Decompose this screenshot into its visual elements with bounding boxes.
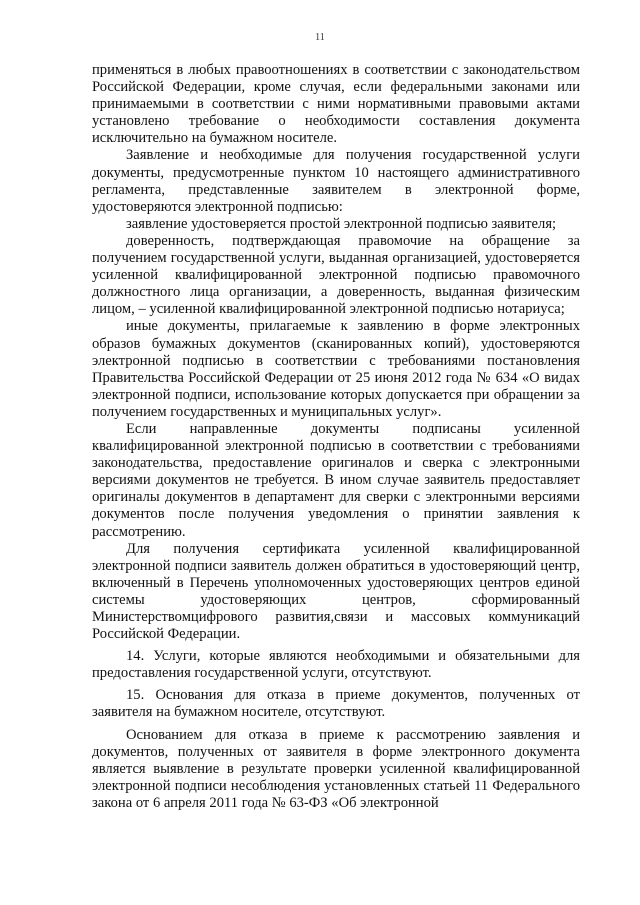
paragraph-7: Для получения сертификата усиленной квалифицированной электронной подписи заявитель должен обратиться в удостоверяющий центр, включенный в Перечень уполномоченных удостоверяющих центров единой системы удостоверяющих центров, сформированный Министерствомцифрового развития,связи и массовых коммуникаций Российской Федерации. [92,540,580,643]
paragraph-4: доверенность, подтверждающая правомочие на обращение за получением государственной услуги, выданная организацией, удостоверяется усиленной квалифицированной электронной подписью правомочного должностного лица организации, а доверенность, выданная физическим лицом, – усиленной квалифицированной электронной подписью нотариуса; [92,232,580,318]
document-body [92,62,580,812]
paragraph-2: Заявление и необходимые для получения государственной услуги документы, предусмотренные пунктом 10 настоящего административного регламента, представленные заявителем в электронной форме, удостоверяются электронной подписью: [92,147,580,215]
paragraph-10: Основанием для отказа в приеме к рассмотрению заявления и документов, полученных от заявителя в форме электронного документа является выявление в результате проверки усиленной квалифицированной электронной подписи несоблюдения установленных статьей 11 Федерального закона от 6 апреля 2011 года № 63-ФЗ «Об электронной [92,726,580,811]
paragraph-6: Если направленные документы подписаны усиленной квалифицированной электронной подписью в соответствии с требованиями законодательства, предоставление оригиналов и сверка с электронными версиями документов не требуется. В ином случае заявитель предоставляет оригиналы документов в департамент для сверки с электронными версиями документов после получения уведомления о принятии заявления к рассмотрению. [92,420,580,540]
paragraph-3: заявление удостоверяется простой электронной подписью заявителя; [126,215,557,232]
paragraph-1: применяться в любых правоотношениях в соответствии с законодательством Российской Федерации, кроме случая, если федеральными законами или принимаемыми в соответствии с ними нормативными правовыми актами установлено требование о необходимости составления документа исключительно на бумажном носителе. [92,62,580,147]
paragraph-9: 15. Основания для отказа в приеме документов, полученных от заявителя на бумажном носителе, отсутствуют. [92,687,580,721]
page-number: 11 [315,32,325,43]
paragraph-8: 14. Услуги, которые являются необходимыми и обязательными для предоставления государственной услуги, отсутствуют. [92,648,580,682]
paragraph-5: иные документы, прилагаемые к заявлению в форме электронных образов бумажных документов (сканированных копий), удостоверяются электронной подписью в соответствии с требованиями постановления Правительства Российской Федерации от 25 июня 2012 года № 634 «О видах электронной подписи, использование которых допускается при обращении за получением государственных и муниципальных услуг». [92,318,580,420]
